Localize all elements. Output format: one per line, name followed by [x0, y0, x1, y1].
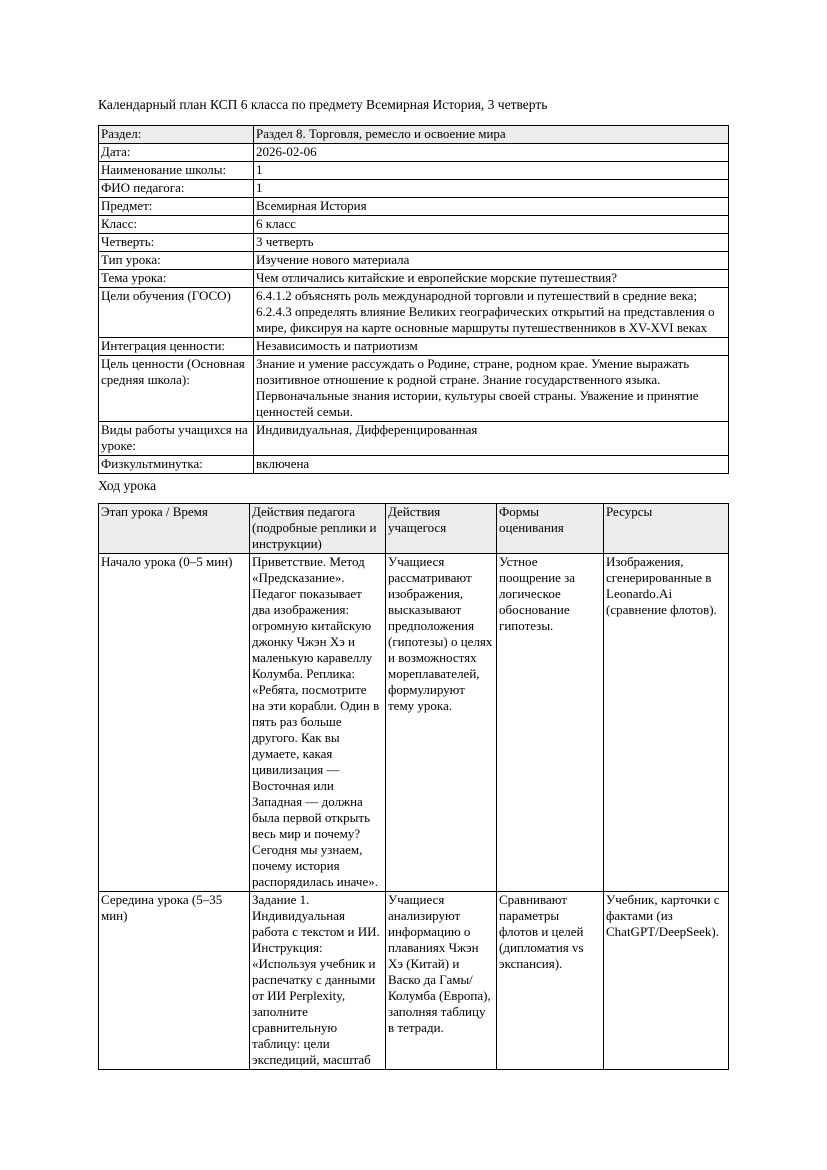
document-title: Календарный план КСП 6 класса по предмету Всемирная История, 3 четверть [98, 97, 548, 112]
info-value-cell: 6.4.1.2 объяснять роль международной торговли и путешествий в средние века; 6.2.4.3 определять влияние Великих географических открытий на представления о мире, фиксируя на карте основные маршруты путешественников в XV-XVI веках [254, 288, 729, 338]
table-row [99, 144, 729, 162]
lesson-teacher-cell: Задание 1. Индивидуальная работа с текстом и ИИ. Инструкция: «Используя учебник и распечатку с данными от ИИ Perplexity, заполните сравнительную таблицу: цели экспедиций, масштаб [250, 892, 386, 1070]
table-row [99, 422, 729, 456]
table-row [99, 356, 729, 422]
table-row [99, 234, 729, 252]
table-row [99, 216, 729, 234]
table-row [99, 162, 729, 180]
lesson-stage-cell: Середина урока (5–35 мин) [99, 892, 250, 1070]
info-value-cell: Раздел 8. Торговля, ремесло и освоение мира [254, 126, 729, 144]
info-label-cell: Тема урока: [99, 270, 254, 288]
info-value-cell: Всемирная История [254, 198, 729, 216]
lesson-assessment-cell: Устное поощрение за логическое обоснование гипотезы. [497, 554, 604, 892]
info-label-cell: Четверть: [99, 234, 254, 252]
table-row [99, 456, 729, 474]
table-row [99, 338, 729, 356]
table-row [99, 198, 729, 216]
lesson-flow-heading: Ход урока [98, 478, 157, 493]
info-value-cell: Знание и умение рассуждать о Родине, стране, родном крае. Умение выражать позитивное отношение к родной стране. Знание государственного языка. Первоначальные знания истории, культуры своей страны. Уважение и принятие ценностей семьи. [254, 356, 729, 422]
lesson-student-cell: Учащиеся анализируют информацию о плаваниях Чжэн Хэ (Китай) и Васко да Гамы/Колумба (Европа), заполняя таблицу в тетради. [386, 892, 497, 1070]
lesson-header-cell: Действия педагога (подробные реплики и инструкции) [250, 504, 386, 554]
document-content [98, 96, 728, 1070]
table-row [99, 554, 729, 892]
info-label-cell: Цели обучения (ГОСО) [99, 288, 254, 338]
lesson-teacher-cell: Приветствие. Метод «Предсказание». Педагог показывает два изображения: огромную китайскую джонку Чжэн Хэ и маленькую каравеллу Колумба. Реплика: «Ребята, посмотрите на эти корабли. Один в пять раз больше другого. Как вы думаете, какая цивилизация — Восточная или Западная — должна была первой открыть весь мир и почему? Сегодня мы узнаем, почему история распорядилась иначе». [250, 554, 386, 892]
table-row [99, 892, 729, 1070]
info-value-cell: включена [254, 456, 729, 474]
info-value-cell: 1 [254, 162, 729, 180]
info-label-cell: Класс: [99, 216, 254, 234]
info-label-cell: Физкультминутка: [99, 456, 254, 474]
info-value-cell: Независимость и патриотизм [254, 338, 729, 356]
info-label-cell: Тип урока: [99, 252, 254, 270]
table-row [99, 288, 729, 338]
table-row [99, 180, 729, 198]
info-label-cell: Дата: [99, 144, 254, 162]
lesson-info-table [98, 125, 729, 474]
info-value-cell: 6 класс [254, 216, 729, 234]
table-row [99, 252, 729, 270]
lesson-header-cell: Действия учащегося [386, 504, 497, 554]
lesson-resources-cell: Учебник, карточки с фактами (из ChatGPT/DeepSeek). [604, 892, 729, 1070]
table-row [99, 126, 729, 144]
lesson-stage-cell: Начало урока (0–5 мин) [99, 554, 250, 892]
table-header-row [99, 504, 729, 554]
table-row [99, 270, 729, 288]
lesson-flow-table [98, 503, 729, 1070]
lesson-assessment-cell: Сравнивают параметры флотов и целей (дипломатия vs экспансия). [497, 892, 604, 1070]
lesson-resources-cell: Изображения, сгенерированные в Leonardo.Ai (сравнение флотов). [604, 554, 729, 892]
lesson-header-cell: Этап урока / Время [99, 504, 250, 554]
info-value-cell: Чем отличались китайские и европейские морские путешествия? [254, 270, 729, 288]
lesson-student-cell: Учащиеся рассматривают изображения, высказывают предположения (гипотезы) о целях и возможностях мореплавателей, формулируют тему урока. [386, 554, 497, 892]
info-label-cell: Виды работы учащихся на уроке: [99, 422, 254, 456]
info-value-cell: 3 четверть [254, 234, 729, 252]
info-value-cell: Изучение нового материала [254, 252, 729, 270]
info-label-cell: Интеграция ценности: [99, 338, 254, 356]
info-label-cell: ФИО педагога: [99, 180, 254, 198]
lesson-header-cell: Ресурсы [604, 504, 729, 554]
info-label-cell: Предмет: [99, 198, 254, 216]
lesson-header-cell: Формы оценивания [497, 504, 604, 554]
info-value-cell: 2026-02-06 [254, 144, 729, 162]
info-label-cell: Раздел: [99, 126, 254, 144]
info-value-cell: 1 [254, 180, 729, 198]
info-value-cell: Индивидуальная, Дифференцированная [254, 422, 729, 456]
info-label-cell: Наименование школы: [99, 162, 254, 180]
info-label-cell: Цель ценности (Основная средняя школа): [99, 356, 254, 422]
